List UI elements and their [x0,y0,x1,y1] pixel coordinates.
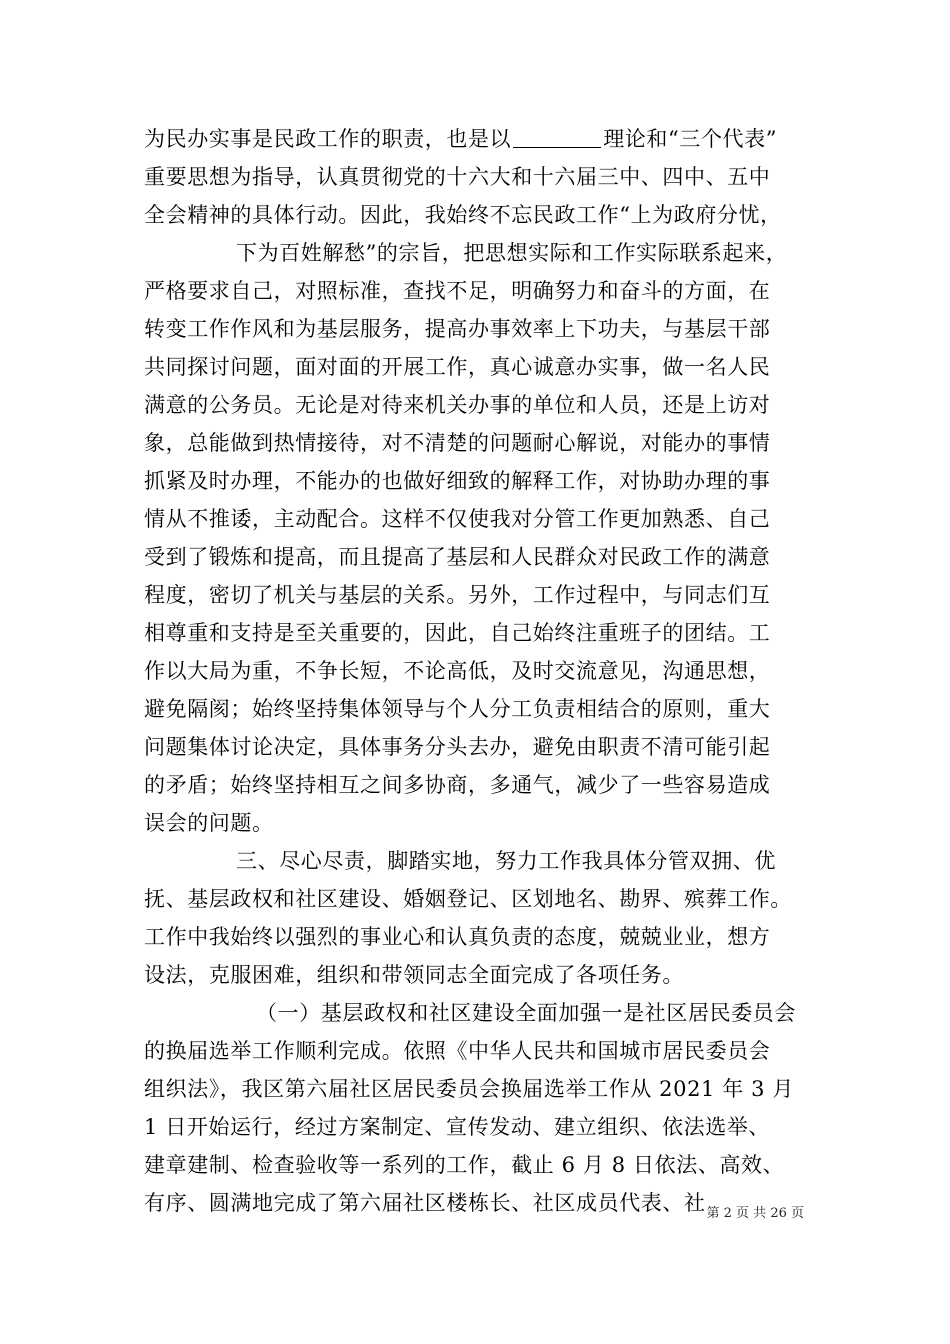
text-line: 抓紧及时办理，不能办的也做好细致的解释工作，对协助办理的事 [144,469,771,493]
text-line: 工作中我始终以强烈的事业心和认真负责的态度，兢兢业业，想方 [144,925,771,949]
text-line: 严格要求自己，对照标准，查找不足，明确努力和奋斗的方面，在 [144,279,771,303]
text-line: 象，总能做到热情接待，对不清楚的问题耐心解说，对能办的事情 [144,431,771,455]
text-line: 下为百姓解愁”的宗旨，把思想实际和工作实际联系起来， [236,241,788,265]
text-line [144,120,824,158]
text-line: 转变工作作风和为基层服务，提高办事效率上下功夫，与基层干部 [144,317,771,341]
subsection-heading-line: （一）基层政权和社区建设全面加强一是社区居民委员会 [256,1001,796,1025]
text-line: 设法，克服困难，组织和带领同志全面完成了各项任务。 [144,963,684,987]
text-line: 建章建制、检查验收等一系列的工作，截止 6 月 8 日依法、高效、 [144,1153,785,1177]
text-line: 的矛盾；始终坚持相互之间多协商，多通气，减少了一些容易造成 [144,773,771,797]
text-line: 重要思想为指导，认真贯彻党的十六大和十六届三中、四中、五中 [144,165,771,189]
text-line: 有序、圆满地完成了第六届社区楼栋长、社区成员代表、社 [144,1191,706,1215]
text-segment: 理论和“三个代表” [603,127,778,151]
text-line: 的换届选举工作顺利完成。依照《中华人民共和国城市居民委员会 [144,1039,771,1063]
text-line: 全会精神的具体行动。因此，我始终不忘民政工作“上为政府分忧， [144,203,782,227]
text-line: 1 日开始运行，经过方案制定、宣传发动、建立组织、依法选举、 [144,1115,771,1139]
body-text [144,120,824,1222]
text-line: 问题集体讨论决定，具体事务分头去办，避免由职责不清可能引起 [144,735,771,759]
text-line: 情从不推诿，主动配合。这样不仅使我对分管工作更加熟悉、自己 [144,507,771,531]
text-line: 组织法》，我区第六届社区居民委员会换届选举工作从 2021 年 3 月 [144,1077,795,1101]
page-number: 第 2 页 共 26 页 [706,1206,804,1221]
fill-in-blank [513,125,601,148]
text-line: 避免隔阂；始终坚持集体领导与个人分工负责相结合的原则，重大 [144,697,771,721]
section-heading-line: 三、尽心尽责，脚踏实地，努力工作我具体分管双拥、优 [236,849,776,873]
text-line: 满意的公务员。无论是对待来机关办事的单位和人员，还是上访对 [144,393,771,417]
text-line: 误会的问题。 [144,811,274,835]
text-line: 抚、基层政权和社区建设、婚姻登记、区划地名、勘界、殡葬工作。 [144,887,792,911]
text-line: 受到了锻炼和提高，而且提高了基层和人民群众对民政工作的满意 [144,545,771,569]
text-line: 相尊重和支持是至关重要的，因此，自己始终注重班子的团结。工 [144,621,771,645]
text-segment: 为民办实事是民政工作的职责，也是以 [144,127,512,151]
text-line: 程度，密切了机关与基层的关系。另外，工作过程中，与同志们互 [144,583,771,607]
text-line: 作以大局为重，不争长短，不论高低，及时交流意见，沟通思想， [144,659,771,683]
text-line: 共同探讨问题，面对面的开展工作，真心诚意办实事，做一名人民 [144,355,771,379]
